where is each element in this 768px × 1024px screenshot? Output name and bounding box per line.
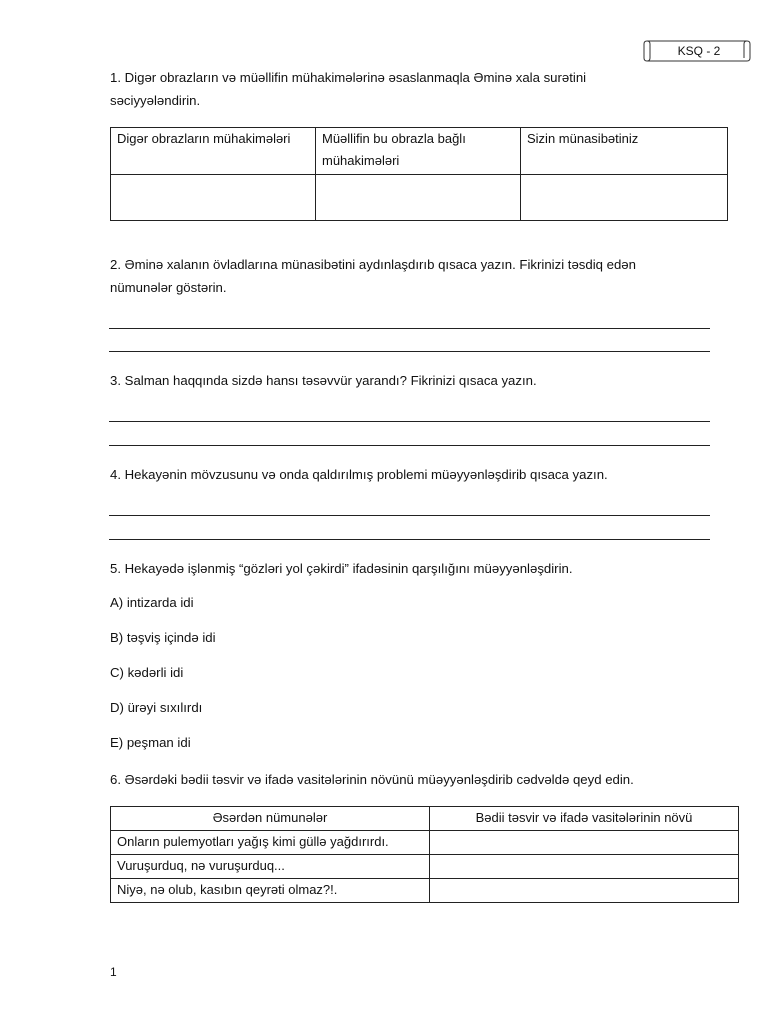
ksq-badge — [643, 38, 751, 64]
table-q1 — [110, 127, 728, 221]
answer-line[interactable] — [109, 445, 710, 446]
option-b[interactable]: B) təşviş içində idi — [110, 630, 216, 645]
table-q1-cell[interactable] — [316, 175, 521, 221]
question-1: 1. Digər obrazların və müəllifin mühakimələrinə əsaslanmaqla Əminə xala surətini səciyyələndirin. — [110, 70, 587, 108]
table-q1-header: Müəllifin bu obrazla bağlı mühakimələri — [316, 128, 521, 175]
table-q1-header: Sizin münasibətiniz — [521, 128, 728, 175]
question-2: 2. Əminə xalanın övladlarına münasibətini aydınlaşdırıb qısaca yazın. Fikrinizi təsdiq edən nümunələr göstərin. — [110, 257, 636, 295]
question-4: 4. Hekayənin mövzusunu və onda qaldırılmış problemi müəyyənləşdirib qısaca yazın. — [110, 467, 608, 482]
answer-line[interactable] — [109, 328, 710, 329]
badge-label: KSQ - 2 — [677, 44, 721, 58]
table-q1-header: Digər obrazların mühakimələri — [111, 128, 316, 175]
option-e[interactable]: E) peşman idi — [110, 735, 191, 750]
answer-line[interactable] — [109, 351, 710, 352]
table-q1-cell[interactable] — [111, 175, 316, 221]
table-q6-answer-cell[interactable] — [430, 855, 739, 879]
question-6: 6. Əsərdəki bədii təsvir və ifadə vasitələrinin növünü müəyyənləşdirib cədvəldə qeyd edin. — [110, 772, 634, 787]
table-q6-answer-cell[interactable] — [430, 831, 739, 855]
table-q6-example: Niyə, nə olub, kasıbın qeyrəti olmaz?!. — [111, 879, 430, 903]
option-d[interactable]: D) ürəyi sıxılırdı — [110, 700, 203, 715]
table-q6-example: Onların pulemyotları yağış kimi güllə yağdırırdı. — [111, 831, 430, 855]
answer-line[interactable] — [109, 515, 710, 516]
answer-line[interactable] — [109, 539, 710, 540]
table-q6-header: Bədii təsvir və ifadə vasitələrinin növü — [430, 807, 739, 831]
option-c[interactable]: C) kədərli idi — [110, 665, 184, 680]
table-q6-example: Vuruşurduq, nə vuruşurduq... — [111, 855, 430, 879]
answer-line[interactable] — [109, 421, 710, 422]
option-a[interactable]: A) intizarda idi — [110, 595, 194, 610]
table-q6 — [110, 806, 739, 903]
question-3: 3. Salman haqqında sizdə hansı təsəvvür yarandı? Fikrinizi qısaca yazın. — [110, 373, 537, 388]
table-q6-answer-cell[interactable] — [430, 879, 739, 903]
table-q6-header: Əsərdən nümunələr — [111, 807, 430, 831]
question-5: 5. Hekayədə işlənmiş “gözləri yol çəkirdi” ifadəsinin qarşılığını müəyyənləşdirin. — [110, 561, 573, 576]
table-q1-cell[interactable] — [521, 175, 728, 221]
page-number: 1 — [110, 965, 117, 979]
